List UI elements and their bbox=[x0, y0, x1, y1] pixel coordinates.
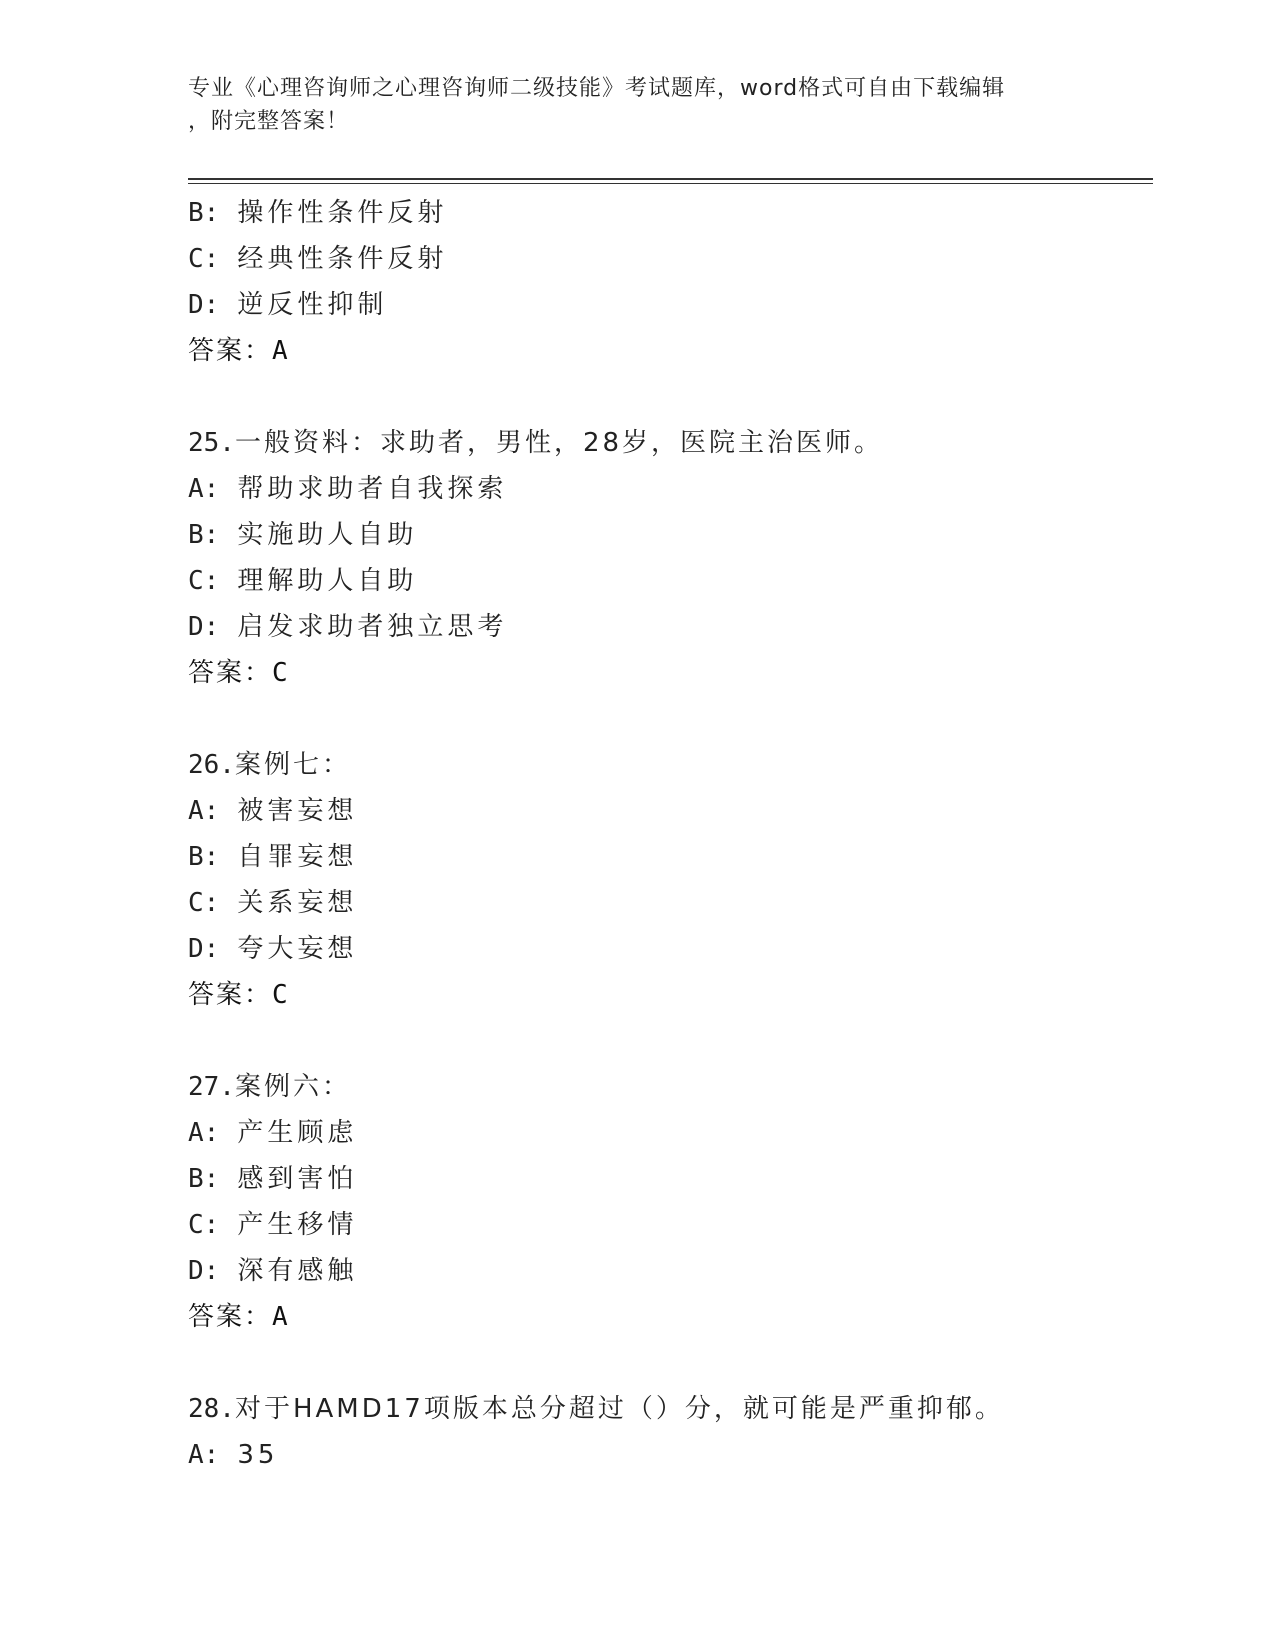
question-spacer bbox=[188, 696, 1153, 742]
question-27 bbox=[188, 1064, 1153, 1340]
header-divider-thin bbox=[188, 183, 1153, 184]
option-key: D: bbox=[188, 934, 220, 964]
option-a bbox=[188, 1110, 1153, 1156]
option-b bbox=[188, 512, 1153, 558]
question-text: 一般资料：求助者，男性，28岁，医院主治医师。 bbox=[234, 428, 884, 458]
option-d bbox=[188, 282, 1153, 328]
option-a bbox=[188, 466, 1153, 512]
question-text: 案例六： bbox=[234, 1072, 351, 1102]
option-text: 自罪妄想 bbox=[237, 842, 358, 872]
answer-label: 答案： bbox=[188, 980, 273, 1010]
option-c bbox=[188, 236, 1153, 282]
option-text: 深有感触 bbox=[237, 1256, 358, 1286]
answer-value: A bbox=[272, 336, 290, 366]
option-key: C: bbox=[188, 888, 220, 918]
option-a bbox=[188, 788, 1153, 834]
option-key: B: bbox=[188, 520, 220, 550]
question-number: 27. bbox=[188, 1072, 235, 1102]
answer-line bbox=[188, 1294, 1153, 1340]
document-header bbox=[188, 72, 1088, 138]
option-key: B: bbox=[188, 842, 220, 872]
option-text: 操作性条件反射 bbox=[237, 198, 448, 228]
option-key: A: bbox=[188, 474, 220, 504]
answer-label: 答案： bbox=[188, 1302, 273, 1332]
option-c bbox=[188, 1202, 1153, 1248]
option-key: D: bbox=[188, 290, 220, 320]
option-d bbox=[188, 926, 1153, 972]
question-number: 25. bbox=[188, 428, 235, 458]
option-text: 理解助人自助 bbox=[237, 566, 418, 596]
answer-line bbox=[188, 972, 1153, 1018]
header-title-line-1: 专业《心理咨询师之心理咨询师二级技能》考试题库，word格式可自由下载编辑 bbox=[188, 76, 1006, 101]
option-text: 产生移情 bbox=[237, 1210, 358, 1240]
question-stem bbox=[188, 1064, 1153, 1110]
option-key: A: bbox=[188, 1440, 220, 1470]
answer-label: 答案： bbox=[188, 658, 273, 688]
question-spacer bbox=[188, 374, 1153, 420]
question-stem bbox=[188, 742, 1153, 788]
answer-line bbox=[188, 328, 1153, 374]
option-key: A: bbox=[188, 1118, 220, 1148]
option-text: 35 bbox=[237, 1440, 279, 1470]
question-stem bbox=[188, 1386, 1153, 1432]
option-key: C: bbox=[188, 244, 220, 274]
option-text: 关系妄想 bbox=[237, 888, 358, 918]
question-text: 对于HAMD17项版本总分超过（）分，就可能是严重抑郁。 bbox=[234, 1394, 1004, 1424]
option-text: 感到害怕 bbox=[237, 1164, 358, 1194]
option-key: B: bbox=[188, 1164, 220, 1194]
answer-value: C bbox=[272, 980, 290, 1010]
option-text: 逆反性抑制 bbox=[237, 290, 388, 320]
option-text: 帮助求助者自我探索 bbox=[237, 474, 508, 504]
question-list bbox=[188, 190, 1153, 1478]
question-number: 28. bbox=[188, 1394, 235, 1424]
answer-label: 答案： bbox=[188, 336, 273, 366]
option-c bbox=[188, 558, 1153, 604]
option-key: D: bbox=[188, 1256, 220, 1286]
question-text: 案例七： bbox=[234, 750, 351, 780]
option-key: B: bbox=[188, 198, 220, 228]
option-b bbox=[188, 1156, 1153, 1202]
option-key: C: bbox=[188, 566, 220, 596]
question-spacer bbox=[188, 1018, 1153, 1064]
question-stem bbox=[188, 420, 1153, 466]
answer-value: C bbox=[272, 658, 290, 688]
question-spacer bbox=[188, 1340, 1153, 1386]
option-text: 经典性条件反射 bbox=[237, 244, 448, 274]
option-text: 产生顾虑 bbox=[237, 1118, 358, 1148]
option-a bbox=[188, 1432, 1153, 1478]
header-divider-thick bbox=[188, 178, 1153, 180]
question-28 bbox=[188, 1386, 1153, 1478]
answer-value: A bbox=[272, 1302, 290, 1332]
option-text: 启发求助者独立思考 bbox=[237, 612, 508, 642]
option-key: C: bbox=[188, 1210, 220, 1240]
option-c bbox=[188, 880, 1153, 926]
question-25 bbox=[188, 420, 1153, 696]
option-text: 实施助人自助 bbox=[237, 520, 418, 550]
option-text: 夸大妄想 bbox=[237, 934, 358, 964]
answer-line bbox=[188, 650, 1153, 696]
header-title-line-2: ，附完整答案！ bbox=[188, 109, 350, 134]
option-d bbox=[188, 1248, 1153, 1294]
option-d bbox=[188, 604, 1153, 650]
option-key: A: bbox=[188, 796, 220, 826]
prev-question-block bbox=[188, 190, 1153, 374]
option-text: 被害妄想 bbox=[237, 796, 358, 826]
option-key: D: bbox=[188, 612, 220, 642]
question-26 bbox=[188, 742, 1153, 1018]
option-b bbox=[188, 190, 1153, 236]
option-b bbox=[188, 834, 1153, 880]
question-number: 26. bbox=[188, 750, 235, 780]
